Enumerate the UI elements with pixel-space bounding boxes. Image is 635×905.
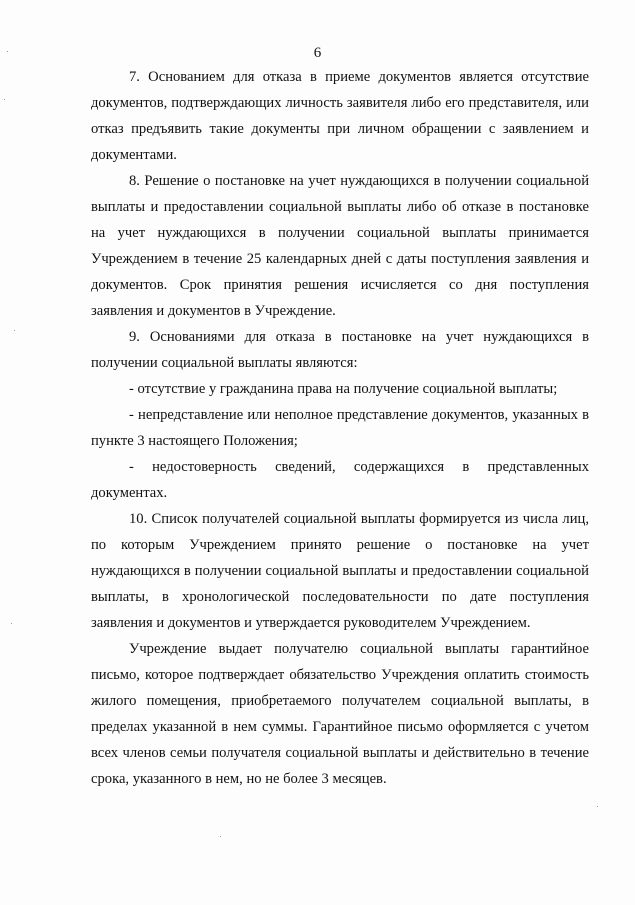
scan-artifact [597, 806, 598, 807]
paragraph-item-9: 9. Основаниями для отказа в постановке на учет нуждающихся в получении социальной выплаты являются: [91, 329, 589, 371]
paragraph-item-8: 8. Решение о постановке на учет нуждающихся в получении социальной выплаты и предоставлении социальной выплаты либо об отказе в постановке на учет нуждающихся в получении социальной выплаты принимается Учреждением в течение 25 календарных дней с даты поступления заявления и документов. Срок принятия решения исчисляется со дня поступления заявления и документов в Учреждение. [91, 173, 589, 319]
document-body [91, 64, 589, 792]
list-item-absence-of-right: - отсутствие у гражданина права на получение социальной выплаты; [129, 381, 558, 397]
scan-artifact [220, 836, 221, 837]
page-number: 6 [313, 45, 322, 61]
list-item-invalid-information: - недостоверность сведений, содержащихся в представленных документах. [91, 459, 589, 501]
paragraph-item-7: 7. Основанием для отказа в приеме документов является отсутствие документов, подтверждающих личность заявителя либо его представителя, или отказ предъявить такие документы при личном обращении с заявлением и документами. [91, 69, 589, 163]
scan-artifact [11, 623, 12, 624]
scan-artifact [14, 330, 15, 331]
list-item-missing-documents: - непредставление или неполное представление документов, указанных в пункте 3 настоящего Положения; [91, 407, 589, 449]
scan-artifact [7, 51, 8, 52]
paragraph-guarantee-letter: Учреждение выдает получателю социальной выплаты гарантийное письмо, которое подтверждает обязательство Учреждения оплатить стоимость жилого помещения, приобретаемого получателем социальной выплаты, в пределах указанной в нем суммы. Гарантийное письмо оформляется с учетом всех членов семьи получателя социальной выплаты и действительно в течение срока, указанного в нем, но не более 3 месяцев. [91, 641, 589, 787]
scan-artifact [4, 99, 5, 100]
paragraph-item-10: 10. Список получателей социальной выплаты формируется из числа лиц, по которым Учреждением принято решение о постановке на учет нуждающихся в получении социальной выплаты и предоставлении социальной выплаты, в хронологической последовательности по дате поступления заявления и документов и утверждается руководителем Учреждением. [91, 511, 589, 631]
